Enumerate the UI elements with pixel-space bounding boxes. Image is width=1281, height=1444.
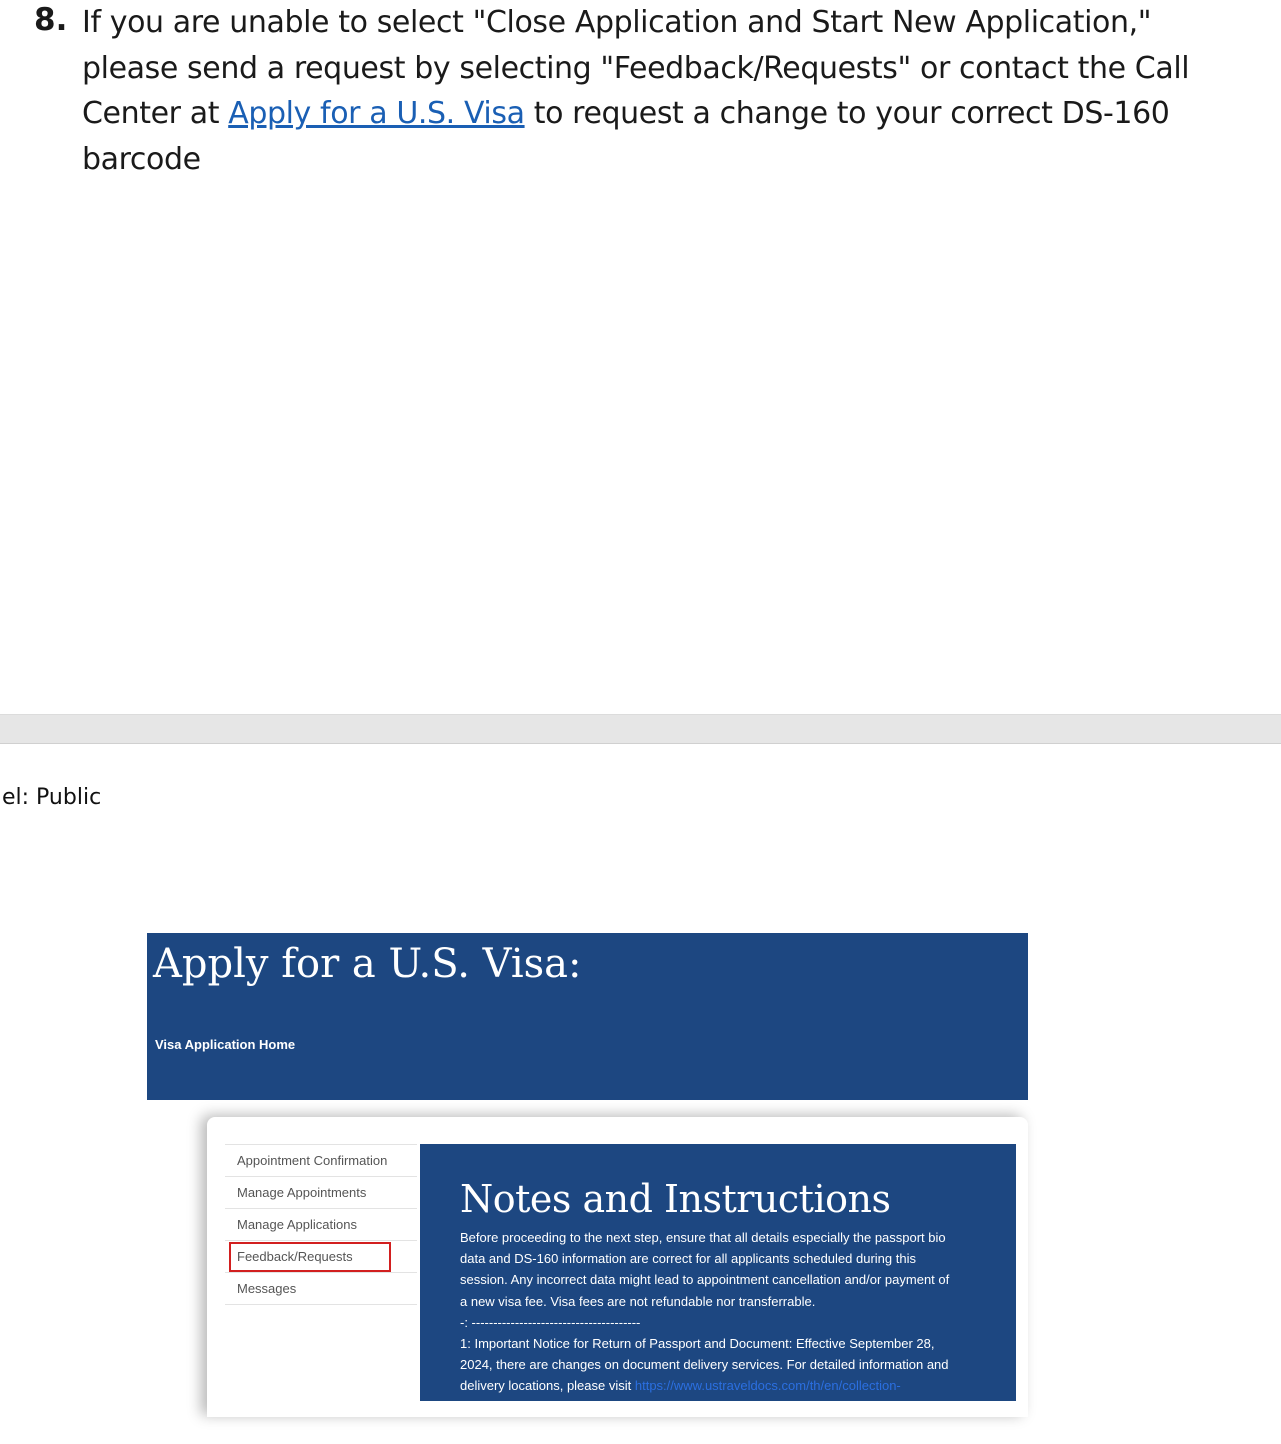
apply-visa-link[interactable]: Apply for a U.S. Visa (228, 96, 525, 131)
notes-panel (420, 1144, 1016, 1401)
notes-body (460, 1227, 960, 1397)
nav-item-appointment-confirmation[interactable]: Appointment Confirmation (225, 1144, 417, 1176)
page-separator (0, 714, 1281, 744)
step-number: 8. (34, 2, 68, 38)
notes-paragraph-2 (460, 1333, 960, 1397)
sensitivity-label: el: Public (2, 785, 102, 810)
collection-link[interactable]: https://www.ustraveldocs.com/th/en/collection- (634, 1378, 901, 1394)
nav-item-manage-applications[interactable]: Manage Applications (225, 1208, 417, 1240)
step-text-after: to request a change to your correct DS-160 barcode (82, 96, 1170, 177)
nav-item-manage-appointments[interactable]: Manage Appointments (225, 1176, 417, 1208)
step-text-before: If you are unable to select "Close Application and Start New Application," please send a request by selecting "Feedback/Requests" or contact the Call Center at (82, 5, 1190, 131)
notes-paragraph-1: Before proceeding to the next step, ensure that all details especially the passport bio data and DS-160 information are correct for all applicants scheduled during this session. Any incorrect data might lead to appointment cancellation and/or payment of a new visa fee. Visa fees are not refundable nor transferrable. (460, 1230, 950, 1309)
notes-title: Notes and Instructions (460, 1177, 891, 1221)
step-text (82, 0, 1222, 182)
nav-item-messages[interactable]: Messages (225, 1272, 417, 1305)
visa-site-title: Apply for a U.S. Visa: (153, 941, 582, 987)
side-nav (225, 1144, 417, 1305)
notes-paragraph-2-text: 1: Important Notice for Return of Passport and Document: Effective September 28, 2024, there are changes on document delivery services. For detailed information and delivery locations, please visit (460, 1336, 949, 1394)
notes-divider: -: --------------------------------------- (460, 1314, 641, 1330)
visa-application-home-link[interactable]: Visa Application Home (155, 1037, 296, 1052)
nav-item-feedback-requests[interactable]: Feedback/Requests (225, 1240, 417, 1272)
visa-site-header (147, 933, 1028, 1100)
